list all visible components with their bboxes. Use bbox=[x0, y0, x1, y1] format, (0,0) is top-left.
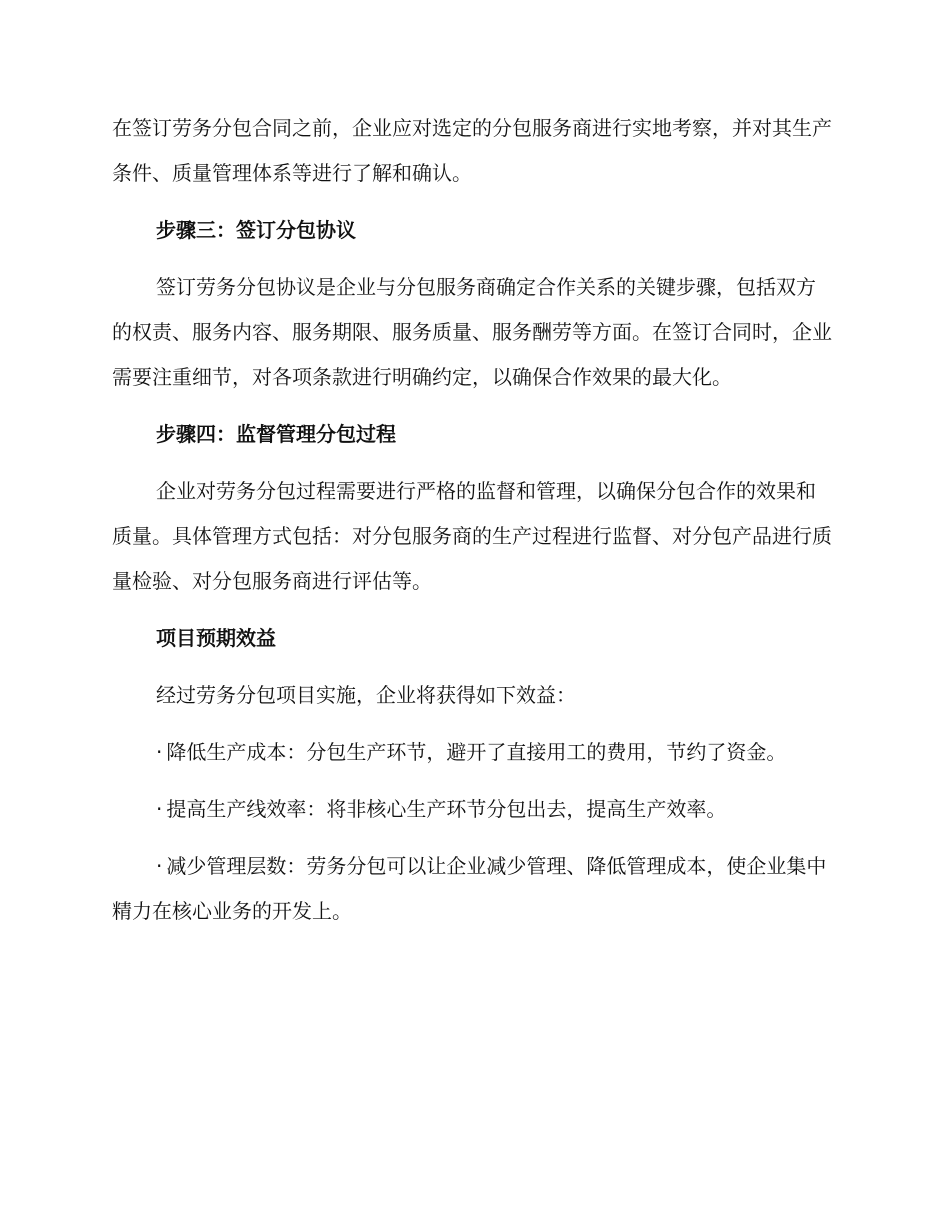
benefit-text: 降低生产成本：分包生产环节，避开了直接用工的费用，节约了资金。 bbox=[166, 740, 787, 764]
bullet-icon: · bbox=[156, 854, 163, 878]
bullet-icon: · bbox=[156, 797, 163, 821]
step3-paragraph: 签订劳务分包协议是企业与分包服务商确定合作关系的关键步骤，包括双方的权责、服务内容、服务期限、服务质量、服务酬劳等方面。在签订合同时，企业需要注重细节，对各项条款进行明确约定，以确保合作效果的最大化。 bbox=[112, 275, 832, 389]
benefit-text: 减少管理层数：劳务分包可以让企业减少管理、降低管理成本，使企业集中精力在核心业务的开发上。 bbox=[112, 854, 827, 923]
benefits-intro: 经过劳务分包项目实施，企业将获得如下效益： bbox=[156, 683, 576, 707]
intro-paragraph: 在签订劳务分包合同之前，企业应对选定的分包服务商进行实地考察，并对其生产条件、质量管理体系等进行了解和确认。 bbox=[112, 116, 832, 185]
list-item bbox=[112, 844, 832, 934]
step3-heading: 步骤三：签订分包协议 bbox=[156, 218, 356, 242]
step4-heading: 步骤四：监督管理分包过程 bbox=[156, 422, 396, 446]
list-item bbox=[112, 730, 832, 775]
benefit-text: 提高生产线效率：将非核心生产环节分包出去，提高生产效率。 bbox=[166, 797, 727, 821]
step4-paragraph: 企业对劳务分包过程需要进行严格的监督和管理，以确保分包合作的效果和质量。具体管理方式包括：对分包服务商的生产过程进行监督、对分包产品进行质量检验、对分包服务商进行评估等。 bbox=[112, 479, 832, 593]
benefits-heading: 项目预期效益 bbox=[156, 626, 276, 650]
bullet-icon: · bbox=[156, 740, 163, 764]
document-body bbox=[112, 106, 832, 946]
list-item bbox=[112, 787, 832, 832]
